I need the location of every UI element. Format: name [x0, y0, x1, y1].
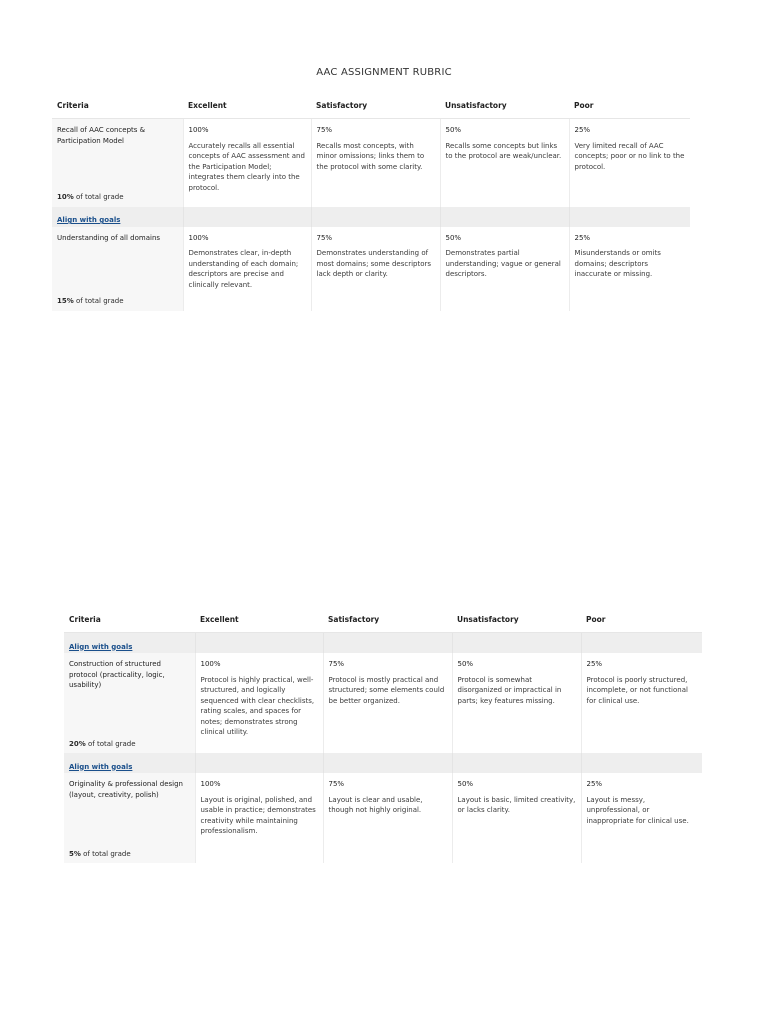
level-percent: 25% [574, 233, 591, 242]
level-cell-satisfactory [323, 653, 452, 753]
level-description: Accurately recalls all essential concepts of AAC assessment and the Participation Model; integrates them clearly into the protocol. [188, 141, 305, 192]
align-empty-cell [452, 633, 581, 654]
level-percent: 25% [574, 126, 591, 134]
level-cell-poor [569, 119, 690, 207]
weight-percent: 20% [69, 739, 86, 748]
header-criteria: Criteria [52, 92, 183, 119]
align-empty-cell [440, 207, 569, 227]
align-empty-cell [569, 207, 690, 227]
level-description: Protocol is somewhat disorganized or impractical in parts; key features missing. [457, 675, 562, 705]
level-percent: 75% [328, 660, 345, 668]
criterion-name: Construction of structured protocol (practicality, logic, usability) [69, 660, 165, 689]
level-cell-satisfactory [311, 227, 440, 311]
align-cell [64, 633, 195, 654]
criterion-cell [52, 119, 183, 207]
align-empty-cell [323, 633, 452, 654]
level-percent: 50% [457, 660, 474, 668]
header-excellent: Excellent [183, 92, 311, 119]
level-cell-unsatisfactory [440, 119, 569, 207]
weight-percent: 10% [57, 193, 74, 201]
align-empty-cell [311, 207, 440, 227]
align-with-goals-link[interactable]: Align with goals [57, 216, 121, 224]
level-percent: 25% [586, 780, 603, 788]
header-row [64, 606, 702, 633]
level-description: Demonstrates clear, in-depth understanding of each domain; descriptors are precise and clinically relevant. [188, 249, 299, 289]
level-percent: 75% [328, 780, 345, 788]
header-satisfactory: Satisfactory [323, 606, 452, 633]
level-percent: 100% [188, 126, 209, 134]
weight-suffix: of total grade [73, 297, 124, 305]
criterion-row [52, 227, 690, 311]
criterion-weight [57, 296, 124, 307]
align-with-goals-link[interactable]: Align with goals [69, 642, 133, 651]
level-cell-excellent [195, 773, 323, 863]
level-description: Demonstrates understanding of most domains; some descriptors lack depth or clarity. [316, 249, 432, 278]
rubric-table-1 [52, 92, 690, 311]
criterion-weight [57, 192, 124, 203]
header-satisfactory: Satisfactory [311, 92, 440, 119]
header-criteria: Criteria [64, 606, 195, 633]
level-percent: 100% [188, 233, 209, 242]
weight-percent: 5% [69, 849, 81, 858]
level-description: Layout is messy, unprofessional, or inappropriate for clinical use. [586, 795, 689, 825]
level-cell-satisfactory [323, 773, 452, 863]
align-cell [64, 753, 195, 773]
weight-suffix: of total grade [80, 849, 131, 858]
level-percent: 50% [445, 233, 462, 242]
level-description: Recalls most concepts, with minor omissions; links them to the protocol with some clarity. [316, 141, 425, 171]
level-cell-excellent [183, 119, 311, 207]
rubric-table-2 [64, 606, 702, 863]
weight-percent: 15% [57, 297, 74, 305]
criterion-row [64, 653, 702, 753]
align-empty-cell [581, 753, 702, 773]
criterion-row [64, 773, 702, 863]
header-unsatisfactory: Unsatisfactory [440, 92, 569, 119]
level-description: Recalls some concepts but links to the protocol are weak/unclear. [445, 141, 562, 160]
level-percent: 75% [316, 126, 333, 134]
align-row [52, 207, 690, 227]
level-cell-satisfactory [311, 119, 440, 207]
align-empty-cell [323, 753, 452, 773]
level-percent: 25% [586, 660, 603, 668]
level-description: Layout is clear and usable, though not highly original. [328, 795, 423, 814]
align-empty-cell [195, 753, 323, 773]
header-poor: Poor [569, 92, 690, 119]
criterion-row [52, 119, 690, 207]
level-percent: 50% [457, 780, 474, 788]
header-row [52, 92, 690, 119]
header-unsatisfactory: Unsatisfactory [452, 606, 581, 633]
align-row [64, 753, 702, 773]
align-empty-cell [183, 207, 311, 227]
align-cell [52, 207, 183, 227]
level-percent: 50% [445, 126, 462, 134]
level-description: Layout is original, polished, and usable in practice; demonstrates creativity while maintaining professionalism. [200, 795, 316, 835]
level-cell-unsatisfactory [452, 773, 581, 863]
level-cell-unsatisfactory [440, 227, 569, 311]
align-with-goals-link[interactable]: Align with goals [69, 762, 133, 771]
level-cell-poor [581, 773, 702, 863]
level-cell-poor [581, 653, 702, 753]
weight-suffix: of total grade [73, 193, 124, 201]
level-description: Protocol is highly practical, well-structured, and logically sequenced with clear checklists, rating scales, and spaces for notes; demonstrates strong clinical utility. [200, 675, 315, 736]
level-percent: 100% [200, 660, 221, 668]
header-excellent: Excellent [195, 606, 323, 633]
criterion-name: Recall of AAC concepts & Participation Model [57, 126, 146, 145]
level-description: Protocol is mostly practical and structured; some elements could be better organized. [328, 675, 445, 705]
criterion-cell [52, 227, 183, 311]
criterion-weight [69, 739, 136, 750]
level-description: Layout is basic, limited creativity, or lacks clarity. [457, 795, 576, 814]
align-row [64, 633, 702, 654]
document-title: AAC ASSIGNMENT RUBRIC [316, 67, 452, 78]
align-empty-cell [581, 633, 702, 654]
level-percent: 100% [200, 780, 221, 788]
criterion-cell [64, 653, 195, 753]
level-cell-excellent [183, 227, 311, 311]
header-poor: Poor [581, 606, 702, 633]
weight-suffix: of total grade [85, 739, 136, 748]
criterion-weight [69, 849, 131, 860]
level-description: Very limited recall of AAC concepts; poor or no link to the protocol. [574, 141, 685, 171]
level-description: Demonstrates partial understanding; vague or general descriptors. [445, 249, 561, 278]
level-description: Protocol is poorly structured, incomplete, or not functional for clinical use. [586, 675, 688, 705]
level-description: Misunderstands or omits domains; descriptors inaccurate or missing. [574, 249, 661, 278]
level-cell-excellent [195, 653, 323, 753]
align-empty-cell [195, 633, 323, 654]
align-empty-cell [452, 753, 581, 773]
level-cell-unsatisfactory [452, 653, 581, 753]
level-cell-poor [569, 227, 690, 311]
criterion-name: Understanding of all domains [57, 233, 161, 242]
level-percent: 75% [316, 233, 333, 242]
criterion-name: Originality & professional design (layout, creativity, polish) [69, 780, 183, 799]
criterion-cell [64, 773, 195, 863]
